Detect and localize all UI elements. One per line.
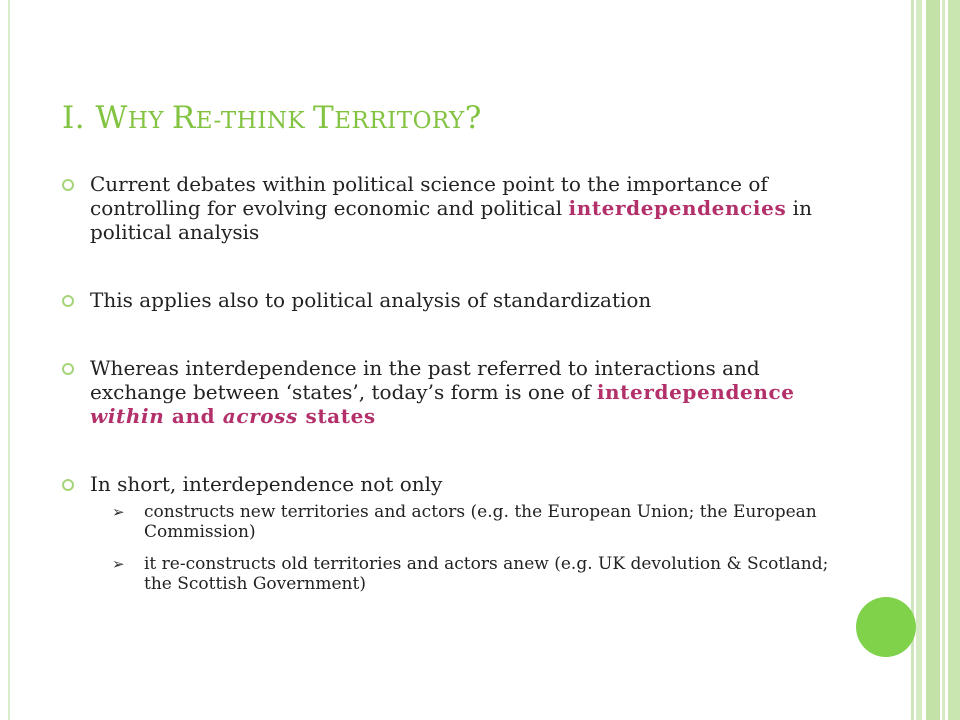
title-numeral: I. (62, 100, 96, 136)
bullet-interdependence (60, 356, 860, 428)
sub-bullet-text: it re-constructs old territories and actors anew (e.g. UK devolution & Scotland; the Scottish Government) (144, 554, 829, 594)
title-letter: R (171, 100, 196, 136)
slide-title (62, 100, 882, 136)
bullet-text: In short, interdependence not only (90, 472, 443, 496)
bullet-in-short (60, 472, 860, 594)
title-smallcaps: HY (127, 108, 172, 134)
bullet-circle-icon (62, 179, 74, 191)
title-letter: W (95, 100, 128, 136)
bullet-standardization (60, 288, 860, 312)
bullet-text: Current debates within political science point to the importance of controlling for evolving economic and political (90, 172, 768, 220)
bullet-circle-icon (62, 479, 74, 491)
decorative-circle-icon (856, 597, 916, 657)
stripe (926, 0, 940, 720)
stripe (948, 0, 960, 720)
bullet-text: Whereas interdependence in the past referred to interactions and exchange between ‘states’, today’s form is one of (90, 356, 760, 404)
title-end: ? (464, 100, 482, 136)
sub-bullet-item (90, 502, 860, 542)
stripe (916, 0, 922, 720)
title-letter: T (313, 100, 335, 136)
highlight-italic-text: within (90, 404, 165, 428)
stripe (942, 0, 945, 720)
highlight-text: and (164, 404, 223, 428)
sub-bullet-item (90, 554, 860, 594)
highlight-italic-text: across (222, 404, 298, 428)
title-smallcaps: ERRITORY (334, 108, 465, 134)
bullet-circle-icon (62, 295, 74, 307)
sub-bullet-list (90, 502, 860, 594)
bullet-text: This applies also to political analysis of standardization (90, 288, 652, 312)
bullet-circle-icon (62, 363, 74, 375)
highlight-text: interdependence (596, 380, 795, 404)
decorative-stripes (916, 0, 960, 720)
title-smallcaps: E-THINK (195, 108, 314, 134)
sub-bullet-text: constructs new territories and actors (e.g. the European Union; the European Commission) (144, 502, 817, 542)
arrow-bullet-icon: ➢ (112, 555, 125, 573)
bullet-list (60, 172, 860, 606)
highlight-text: states (297, 404, 376, 428)
highlight-text: interdependencies (568, 196, 787, 220)
bullet-debates (60, 172, 860, 244)
bullet-text: in political analysis (90, 196, 812, 244)
arrow-bullet-icon: ➢ (112, 503, 125, 521)
